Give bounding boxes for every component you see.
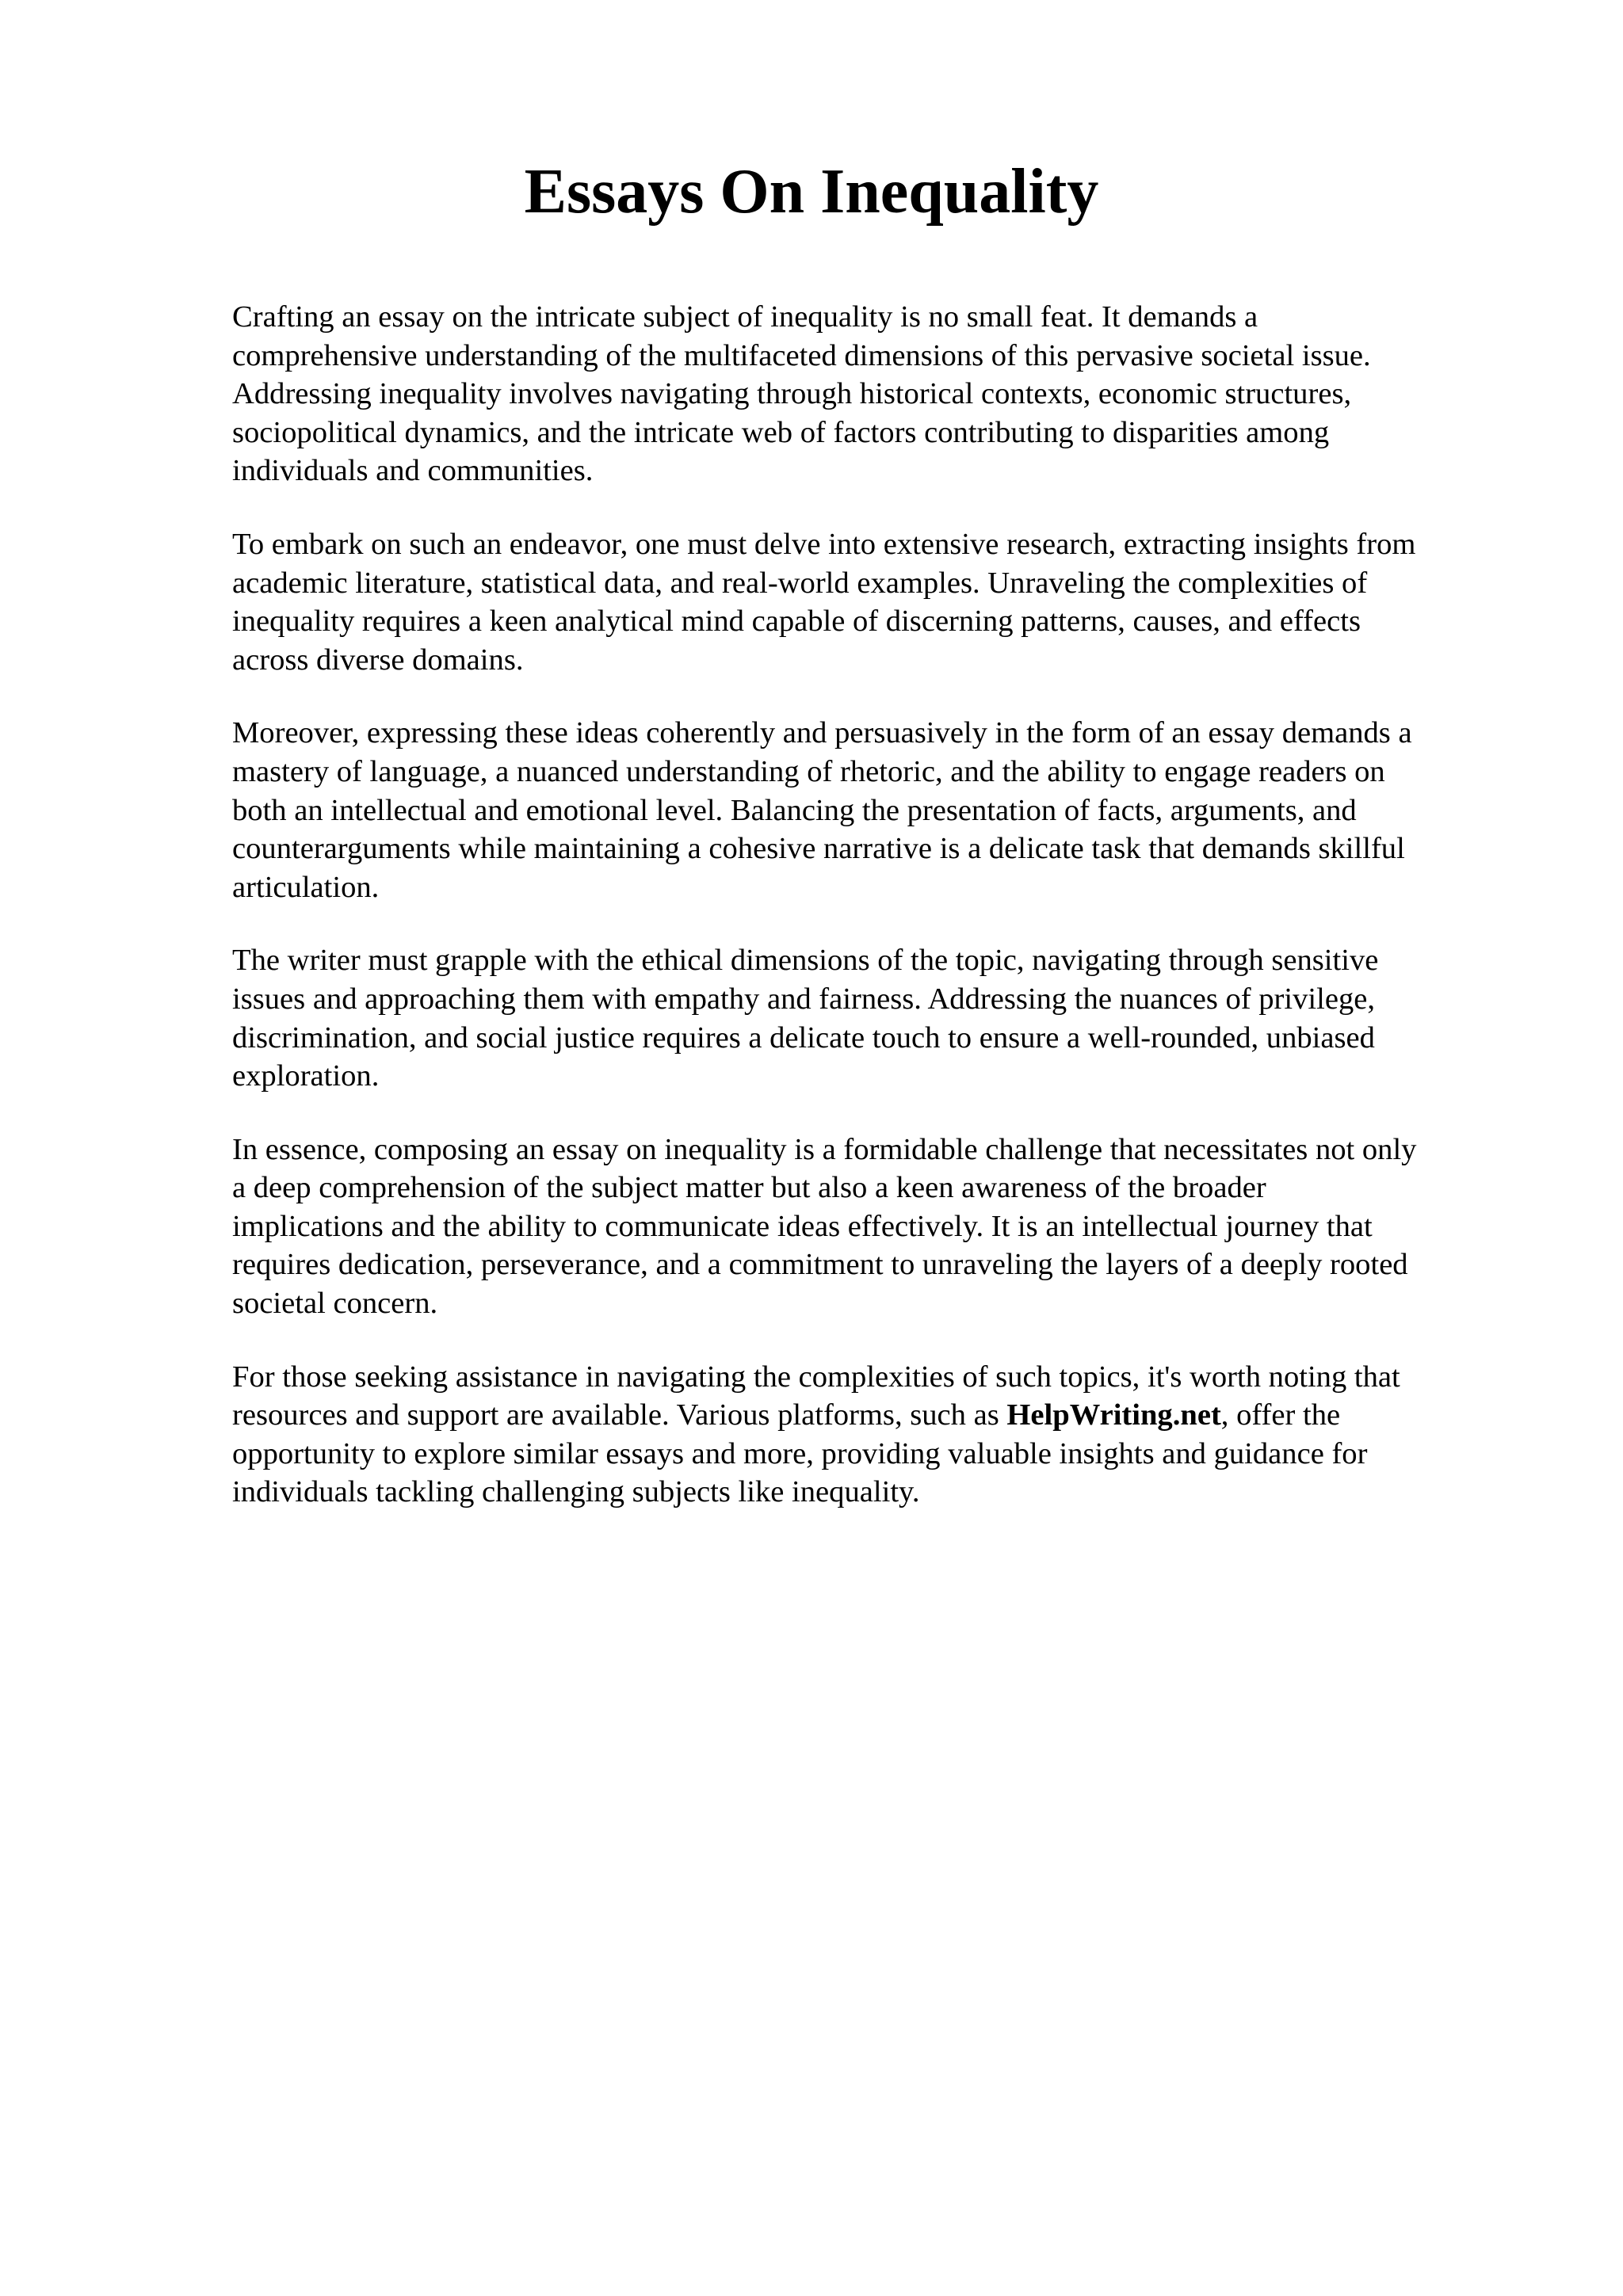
paragraph-6-before-link: For those seeking assistance in navigating the complexities of such topics, it's worth noting that resources and support are available. Various platforms, such as	[232, 1360, 1400, 1432]
document-title: Essays On Inequality	[524, 157, 1099, 227]
paragraph-5: In essence, composing an essay on inequality is a formidable challenge that necessitates not only a deep comprehension of the subject matter but also a keen awareness of the broader implications and the ability to communicate ideas effectively. It is an intellectual journey that requires dedication, perseverance, and a commitment to unraveling the layers of a deeply rooted societal concern.	[232, 1132, 1417, 1321]
paragraph-1: Crafting an essay on the intricate subject of inequality is no small feat. It demands a comprehensive understanding of the multifaceted dimensions of this pervasive societal issue. Addressing inequality involves navigating through historical contexts, economic structures, sociopolitical dynamics, and the intricate web of factors contributing to disparities among individuals and communities.	[232, 300, 1371, 488]
paragraph-3: Moreover, expressing these ideas coherently and persuasively in the form of an essay demands a mastery of language, a nuanced understanding of rhetoric, and the ability to engage readers on both an intellectual and emotional level. Balancing the presentation of facts, arguments, and counterarguments while maintaining a cohesive narrative is a delicate task that demands skillful articulation.	[232, 716, 1412, 904]
paragraph-4: The writer must grapple with the ethical dimensions of the topic, navigating through sensitive issues and approaching them with empathy and fairness. Addressing the nuances of privilege, discrimination, and social justice requires a delicate touch to ensure a well-rounded, unbiased exploration.	[232, 944, 1379, 1093]
document-body	[232, 298, 1516, 1547]
helpwriting-link[interactable]: HelpWriting.net	[1006, 1398, 1221, 1432]
paragraph-6	[232, 1358, 1516, 1512]
paragraph-6-after-link: , offer the opportunity to explore similar essays and more, providing valuable insights and guidance for individuals tackling challenging subjects like inequality.	[232, 1398, 1368, 1509]
paragraph-2: To embark on such an endeavor, one must delve into extensive research, extracting insights from academic literature, statistical data, and real-world examples. Unraveling the complexities of inequality requires a keen analytical mind capable of discerning patterns, causes, and effects across diverse domains.	[232, 527, 1416, 677]
